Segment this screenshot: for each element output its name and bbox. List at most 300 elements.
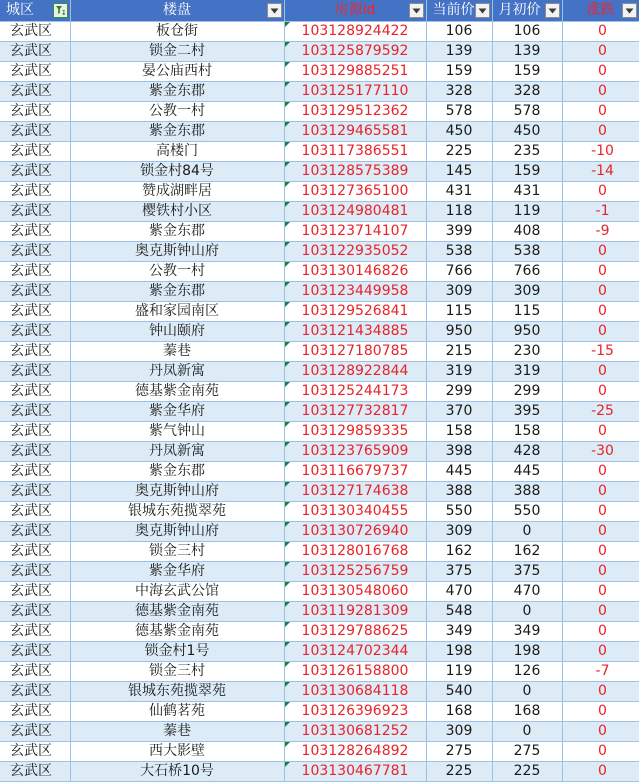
cell-month-start-price[interactable] — [492, 641, 562, 661]
cell-estate[interactable] — [70, 121, 284, 141]
cell-change[interactable] — [562, 581, 639, 601]
cell-estate[interactable] — [70, 181, 284, 201]
cell-estate[interactable] — [70, 561, 284, 581]
cell-house-id-value: 103123765909 — [301, 442, 409, 459]
cell-month-start-price[interactable] — [492, 161, 562, 181]
cell-house-id[interactable] — [284, 161, 426, 181]
cell-month-start-price[interactable] — [492, 281, 562, 301]
cell-change[interactable] — [562, 21, 639, 41]
cell-month-start-price[interactable] — [492, 301, 562, 321]
cell-house-id[interactable] — [284, 101, 426, 121]
cell-month-start-price[interactable] — [492, 201, 562, 221]
cell-house-id[interactable] — [284, 201, 426, 221]
cell-month-start-price[interactable] — [492, 441, 562, 461]
table-row — [0, 701, 639, 721]
cell-estate[interactable] — [70, 381, 284, 401]
cell-estate[interactable] — [70, 301, 284, 321]
cell-month-start-price[interactable] — [492, 401, 562, 421]
dropdown-arrow-icon[interactable] — [622, 3, 637, 18]
cell-district[interactable] — [0, 41, 70, 61]
cell-estate[interactable] — [70, 421, 284, 441]
cell-current-price[interactable] — [426, 741, 492, 761]
cell-district[interactable] — [0, 81, 70, 101]
cell-month-start-price[interactable] — [492, 501, 562, 521]
cell-district[interactable] — [0, 621, 70, 641]
cell-estate[interactable] — [70, 481, 284, 501]
cell-house-id-value: 103127180785 — [301, 342, 409, 359]
cell-month-start-price[interactable] — [492, 41, 562, 61]
cell-estate[interactable] — [70, 761, 284, 781]
cell-current-price[interactable] — [426, 221, 492, 241]
cell-district[interactable] — [0, 221, 70, 241]
cell-estate[interactable] — [70, 101, 284, 121]
cell-estate[interactable] — [70, 741, 284, 761]
error-indicator-icon — [285, 682, 290, 687]
cell-month-start-price[interactable] — [492, 261, 562, 281]
cell-month-start-price[interactable] — [492, 581, 562, 601]
cell-change[interactable] — [562, 421, 639, 441]
cell-estate[interactable] — [70, 61, 284, 81]
cell-change[interactable] — [562, 561, 639, 581]
cell-district[interactable] — [0, 121, 70, 141]
error-indicator-icon — [285, 442, 290, 447]
cell-estate-value: 大石桥10号 — [140, 762, 214, 779]
cell-change[interactable] — [562, 301, 639, 321]
cell-month-start-price-value: 168 — [513, 702, 541, 719]
cell-estate[interactable] — [70, 321, 284, 341]
cell-month-start-price[interactable] — [492, 141, 562, 161]
cell-house-id[interactable] — [284, 401, 426, 421]
cell-current-price-value: 950 — [445, 322, 473, 339]
cell-current-price[interactable] — [426, 421, 492, 441]
cell-district[interactable] — [0, 421, 70, 441]
cell-month-start-price-value: 428 — [513, 442, 541, 459]
cell-house-id-value: 103119281309 — [301, 602, 409, 619]
cell-district[interactable] — [0, 181, 70, 201]
cell-month-start-price[interactable] — [492, 101, 562, 121]
cell-district-value: 玄武区 — [10, 22, 52, 39]
cell-house-id[interactable] — [284, 61, 426, 81]
dropdown-arrow-icon[interactable] — [267, 3, 282, 18]
cell-estate[interactable] — [70, 221, 284, 241]
cell-change[interactable] — [562, 541, 639, 561]
cell-month-start-price[interactable] — [492, 361, 562, 381]
cell-current-price[interactable] — [426, 561, 492, 581]
cell-district[interactable] — [0, 201, 70, 221]
cell-current-price-value: 168 — [445, 702, 473, 719]
cell-house-id[interactable] — [284, 681, 426, 701]
cell-change[interactable] — [562, 461, 639, 481]
cell-district[interactable] — [0, 641, 70, 661]
cell-change[interactable] — [562, 341, 639, 361]
cell-change[interactable] — [562, 121, 639, 141]
cell-current-price[interactable] — [426, 521, 492, 541]
header-change[interactable] — [562, 0, 639, 21]
cell-estate[interactable] — [70, 361, 284, 381]
cell-estate[interactable] — [70, 341, 284, 361]
cell-change[interactable] — [562, 41, 639, 61]
table-row — [0, 281, 639, 301]
cell-house-id[interactable] — [284, 181, 426, 201]
cell-house-id[interactable] — [284, 641, 426, 661]
cell-house-id[interactable] — [284, 601, 426, 621]
cell-house-id[interactable] — [284, 141, 426, 161]
cell-current-price[interactable] — [426, 361, 492, 381]
cell-month-start-price-value: 0 — [522, 602, 532, 619]
error-indicator-icon — [285, 702, 290, 707]
cell-district[interactable] — [0, 461, 70, 481]
cell-district[interactable] — [0, 101, 70, 121]
cell-change-value: 0 — [598, 522, 607, 539]
cell-change[interactable] — [562, 721, 639, 741]
cell-estate[interactable] — [70, 681, 284, 701]
cell-current-price[interactable] — [426, 541, 492, 561]
cell-current-price[interactable] — [426, 121, 492, 141]
cell-change[interactable] — [562, 201, 639, 221]
cell-estate-value: 西大影壁 — [149, 742, 205, 759]
cell-current-price[interactable] — [426, 461, 492, 481]
cell-district[interactable] — [0, 701, 70, 721]
cell-month-start-price[interactable] — [492, 181, 562, 201]
cell-house-id[interactable] — [284, 21, 426, 41]
cell-estate[interactable] — [70, 721, 284, 741]
cell-change[interactable] — [562, 761, 639, 781]
table-row — [0, 141, 639, 161]
cell-house-id[interactable] — [284, 121, 426, 141]
header-estate[interactable] — [70, 0, 284, 21]
cell-district-value: 玄武区 — [10, 682, 52, 699]
cell-estate-value: 锁金村1号 — [144, 642, 210, 659]
cell-district-value: 玄武区 — [10, 662, 52, 679]
cell-estate[interactable] — [70, 241, 284, 261]
cell-estate[interactable] — [70, 461, 284, 481]
cell-estate-value: 锁金村84号 — [140, 162, 214, 179]
cell-district[interactable] — [0, 161, 70, 181]
cell-month-start-price[interactable] — [492, 561, 562, 581]
cell-change[interactable] — [562, 741, 639, 761]
cell-month-start-price[interactable] — [492, 661, 562, 681]
cell-change[interactable] — [562, 281, 639, 301]
cell-current-price[interactable] — [426, 701, 492, 721]
cell-district[interactable] — [0, 381, 70, 401]
cell-month-start-price[interactable] — [492, 701, 562, 721]
cell-district-value: 玄武区 — [10, 562, 52, 579]
cell-month-start-price[interactable] — [492, 721, 562, 741]
cell-district-value: 玄武区 — [10, 242, 52, 259]
cell-estate[interactable] — [70, 701, 284, 721]
cell-house-id-value: 103130684118 — [301, 682, 409, 699]
cell-district[interactable] — [0, 241, 70, 261]
cell-current-price[interactable] — [426, 621, 492, 641]
cell-house-id[interactable] — [284, 521, 426, 541]
cell-house-id[interactable] — [284, 281, 426, 301]
cell-district[interactable] — [0, 581, 70, 601]
cell-district[interactable] — [0, 741, 70, 761]
cell-current-price[interactable] — [426, 661, 492, 681]
cell-district[interactable] — [0, 61, 70, 81]
cell-current-price[interactable] — [426, 141, 492, 161]
cell-change[interactable] — [562, 641, 639, 661]
cell-change[interactable] — [562, 81, 639, 101]
cell-current-price[interactable] — [426, 61, 492, 81]
cell-house-id[interactable] — [284, 321, 426, 341]
cell-change[interactable] — [562, 221, 639, 241]
cell-current-price[interactable] — [426, 301, 492, 321]
cell-change-value: 0 — [598, 62, 607, 79]
dropdown-arrow-icon[interactable] — [475, 3, 490, 18]
cell-month-start-price-value: 0 — [522, 682, 532, 699]
cell-current-price[interactable] — [426, 281, 492, 301]
dropdown-arrow-icon[interactable] — [545, 3, 560, 18]
cell-month-start-price[interactable] — [492, 681, 562, 701]
cell-house-id-value: 103124702344 — [301, 642, 409, 659]
cell-district[interactable] — [0, 661, 70, 681]
cell-current-price[interactable] — [426, 101, 492, 121]
cell-house-id[interactable] — [284, 541, 426, 561]
cell-change[interactable] — [562, 101, 639, 121]
cell-change[interactable] — [562, 601, 639, 621]
header-month-start-price[interactable] — [492, 0, 562, 21]
cell-house-id[interactable] — [284, 661, 426, 681]
cell-change[interactable] — [562, 441, 639, 461]
cell-month-start-price[interactable] — [492, 321, 562, 341]
cell-current-price[interactable] — [426, 321, 492, 341]
cell-current-price[interactable] — [426, 581, 492, 601]
cell-district-value: 玄武区 — [10, 62, 52, 79]
cell-month-start-price[interactable] — [492, 521, 562, 541]
cell-house-id[interactable] — [284, 701, 426, 721]
cell-change[interactable] — [562, 181, 639, 201]
header-house-id[interactable] — [284, 0, 426, 21]
cell-current-price[interactable] — [426, 81, 492, 101]
cell-district[interactable] — [0, 501, 70, 521]
cell-house-id[interactable] — [284, 301, 426, 321]
cell-district[interactable] — [0, 361, 70, 381]
header-current-price[interactable] — [426, 0, 492, 21]
cell-house-id[interactable] — [284, 221, 426, 241]
cell-month-start-price[interactable] — [492, 221, 562, 241]
cell-house-id[interactable] — [284, 721, 426, 741]
header-district[interactable] — [0, 0, 70, 21]
cell-month-start-price-value: 139 — [513, 42, 541, 59]
error-indicator-icon — [285, 362, 290, 367]
cell-estate[interactable] — [70, 401, 284, 421]
cell-change[interactable] — [562, 141, 639, 161]
cell-month-start-price[interactable] — [492, 461, 562, 481]
cell-district[interactable] — [0, 561, 70, 581]
cell-month-start-price[interactable] — [492, 761, 562, 781]
cell-change-value: 0 — [598, 622, 607, 639]
cell-current-price-value: 159 — [445, 62, 473, 79]
dropdown-arrow-icon[interactable] — [409, 3, 424, 18]
cell-change[interactable] — [562, 701, 639, 721]
cell-estate[interactable] — [70, 81, 284, 101]
cell-house-id[interactable] — [284, 361, 426, 381]
cell-district[interactable] — [0, 281, 70, 301]
cell-month-start-price[interactable] — [492, 381, 562, 401]
cell-current-price[interactable] — [426, 161, 492, 181]
cell-current-price-value: 215 — [445, 342, 473, 359]
cell-month-start-price[interactable] — [492, 541, 562, 561]
cell-estate[interactable] — [70, 661, 284, 681]
cell-current-price[interactable] — [426, 381, 492, 401]
cell-district[interactable] — [0, 401, 70, 421]
cell-estate-value: 丹凤新寓 — [149, 442, 205, 459]
cell-district-value: 玄武区 — [10, 422, 52, 439]
cell-district[interactable] — [0, 721, 70, 741]
cell-current-price[interactable] — [426, 601, 492, 621]
cell-district[interactable] — [0, 481, 70, 501]
cell-current-price[interactable] — [426, 261, 492, 281]
cell-change[interactable] — [562, 321, 639, 341]
cell-district[interactable] — [0, 341, 70, 361]
cell-month-start-price[interactable] — [492, 61, 562, 81]
cell-change[interactable] — [562, 501, 639, 521]
cell-district-value: 玄武区 — [10, 502, 52, 519]
cell-estate[interactable] — [70, 501, 284, 521]
cell-house-id[interactable] — [284, 561, 426, 581]
header-current-price-label: 当前价 — [432, 1, 475, 18]
cell-change[interactable] — [562, 661, 639, 681]
cell-month-start-price[interactable] — [492, 481, 562, 501]
cell-current-price[interactable] — [426, 441, 492, 461]
cell-district[interactable] — [0, 541, 70, 561]
cell-estate-value: 银城东苑揽翠苑 — [128, 502, 226, 519]
cell-district[interactable] — [0, 521, 70, 541]
cell-estate[interactable] — [70, 541, 284, 561]
cell-house-id-value: 103121434885 — [301, 322, 409, 339]
cell-current-price[interactable] — [426, 721, 492, 741]
cell-estate[interactable] — [70, 261, 284, 281]
cell-change[interactable] — [562, 401, 639, 421]
cell-house-id[interactable] — [284, 741, 426, 761]
cell-estate[interactable] — [70, 201, 284, 221]
cell-current-price[interactable] — [426, 181, 492, 201]
cell-district[interactable] — [0, 321, 70, 341]
error-indicator-icon — [285, 762, 290, 767]
cell-house-id[interactable] — [284, 761, 426, 781]
cell-estate[interactable] — [70, 581, 284, 601]
cell-current-price[interactable] — [426, 341, 492, 361]
cell-current-price[interactable] — [426, 401, 492, 421]
cell-house-id[interactable] — [284, 381, 426, 401]
cell-change[interactable] — [562, 521, 639, 541]
cell-current-price[interactable] — [426, 201, 492, 221]
cell-house-id[interactable] — [284, 501, 426, 521]
cell-change[interactable] — [562, 361, 639, 381]
cell-current-price-value: 550 — [445, 502, 473, 519]
cell-current-price[interactable] — [426, 241, 492, 261]
cell-current-price[interactable] — [426, 761, 492, 781]
error-indicator-icon — [285, 742, 290, 747]
cell-house-id-value: 103130146826 — [301, 262, 409, 279]
cell-month-start-price-value: 230 — [513, 342, 541, 359]
cell-change-value: 0 — [598, 762, 607, 779]
cell-estate-value: 板仓街 — [156, 22, 198, 39]
cell-district[interactable] — [0, 261, 70, 281]
cell-estate[interactable] — [70, 521, 284, 541]
cell-house-id[interactable] — [284, 41, 426, 61]
cell-change[interactable] — [562, 161, 639, 181]
cell-current-price[interactable] — [426, 681, 492, 701]
cell-estate[interactable] — [70, 441, 284, 461]
filter-active-icon[interactable] — [53, 3, 68, 18]
cell-change-value: -1 — [595, 202, 610, 219]
cell-house-id[interactable] — [284, 581, 426, 601]
cell-house-id[interactable] — [284, 241, 426, 261]
cell-estate[interactable] — [70, 161, 284, 181]
cell-house-id[interactable] — [284, 261, 426, 281]
cell-month-start-price-value: 538 — [513, 242, 541, 259]
cell-estate[interactable] — [70, 41, 284, 61]
cell-district[interactable] — [0, 761, 70, 781]
error-indicator-icon — [285, 262, 290, 267]
cell-district[interactable] — [0, 601, 70, 621]
cell-estate[interactable] — [70, 641, 284, 661]
cell-month-start-price[interactable] — [492, 341, 562, 361]
cell-district[interactable] — [0, 301, 70, 321]
cell-change[interactable] — [562, 481, 639, 501]
cell-district[interactable] — [0, 141, 70, 161]
cell-district[interactable] — [0, 21, 70, 41]
cell-current-price-value: 445 — [445, 462, 473, 479]
cell-change[interactable] — [562, 241, 639, 261]
error-indicator-icon — [285, 662, 290, 667]
cell-month-start-price[interactable] — [492, 241, 562, 261]
cell-month-start-price-value: 408 — [513, 222, 541, 239]
error-indicator-icon — [285, 102, 290, 107]
cell-house-id[interactable] — [284, 461, 426, 481]
cell-house-id[interactable] — [284, 441, 426, 461]
cell-change[interactable] — [562, 381, 639, 401]
table-row — [0, 421, 639, 441]
cell-change[interactable] — [562, 61, 639, 81]
cell-month-start-price[interactable] — [492, 421, 562, 441]
cell-house-id[interactable] — [284, 81, 426, 101]
cell-change[interactable] — [562, 621, 639, 641]
cell-month-start-price[interactable] — [492, 601, 562, 621]
cell-estate[interactable] — [70, 21, 284, 41]
cell-current-price[interactable] — [426, 21, 492, 41]
cell-current-price[interactable] — [426, 481, 492, 501]
cell-estate[interactable] — [70, 601, 284, 621]
cell-district[interactable] — [0, 441, 70, 461]
cell-estate[interactable] — [70, 141, 284, 161]
cell-month-start-price[interactable] — [492, 121, 562, 141]
cell-change[interactable] — [562, 261, 639, 281]
cell-month-start-price[interactable] — [492, 741, 562, 761]
cell-house-id[interactable] — [284, 481, 426, 501]
cell-current-price-value: 548 — [445, 602, 473, 619]
cell-estate-value: 盛和家园南区 — [135, 302, 219, 319]
cell-current-price[interactable] — [426, 501, 492, 521]
cell-month-start-price[interactable] — [492, 81, 562, 101]
cell-current-price[interactable] — [426, 41, 492, 61]
cell-current-price-value: 370 — [445, 402, 473, 419]
cell-month-start-price[interactable] — [492, 21, 562, 41]
cell-house-id[interactable] — [284, 341, 426, 361]
cell-estate-value: 仙鹤茗苑 — [149, 702, 205, 719]
cell-house-id[interactable] — [284, 421, 426, 441]
cell-district[interactable] — [0, 681, 70, 701]
cell-change[interactable] — [562, 681, 639, 701]
cell-estate[interactable] — [70, 621, 284, 641]
cell-current-price[interactable] — [426, 641, 492, 661]
cell-house-id[interactable] — [284, 621, 426, 641]
table-row — [0, 361, 639, 381]
cell-estate[interactable] — [70, 281, 284, 301]
cell-month-start-price[interactable] — [492, 621, 562, 641]
